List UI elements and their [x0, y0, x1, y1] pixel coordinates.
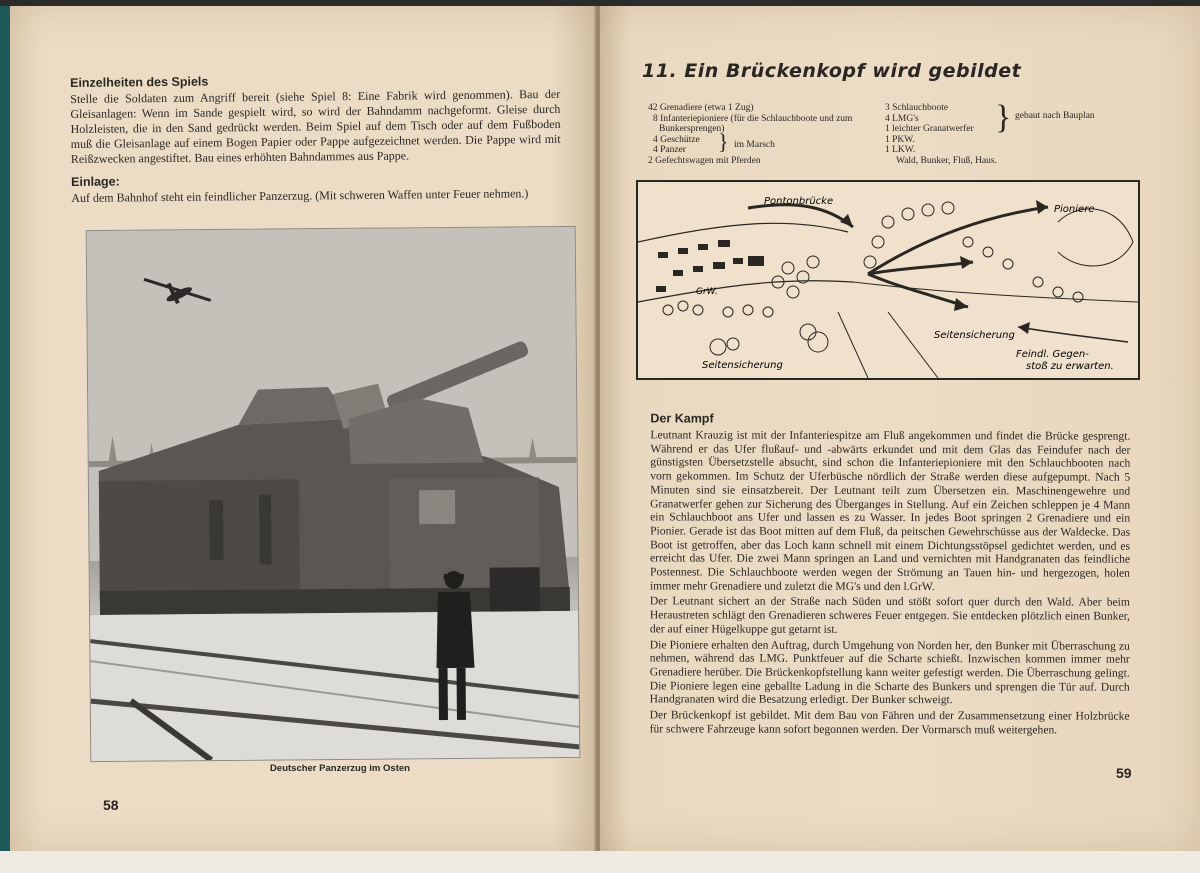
forces-item: 1 PKW.: [885, 134, 915, 145]
section-heading-details: Einzelheiten des Spiels: [70, 74, 209, 90]
sketch-label-seitensicherung-left: Seitensicherung: [702, 360, 783, 371]
forces-item: 1 LKW.: [885, 145, 916, 155]
photo-caption: Deutscher Panzerzug im Osten: [270, 763, 410, 774]
forces-item: 3 Schlauchboote: [885, 103, 949, 113]
forces-item: Bunkersprengen): [659, 124, 725, 134]
kampf-heading: Der Kampf: [650, 411, 714, 426]
forces-item: 1 leichter Granatwerfer: [885, 124, 974, 134]
brace-symbol: }: [718, 129, 729, 154]
brace-symbol: }: [995, 99, 1012, 136]
forces-item: 4 LMG's: [885, 113, 919, 124]
sketch-label-pioniere: Pioniere: [1054, 204, 1095, 215]
forces-item: 4 Geschütze: [653, 134, 700, 145]
kampf-paragraph: Der Leutnant sichert an der Straße nach Süden und stößt sofort quer durch den Wald. Aber beim Heraustreten schlägt den Grenadieren schweres Feuer entgegen. Sie entdecken plötzlich einen Bunker, der auf einer Hügelkuppe gut getarnt ist.: [649, 594, 1130, 636]
sketch-label-ponton: Pontonbrücke: [764, 196, 834, 207]
forces-left-note: im Marsch: [734, 140, 775, 150]
sketch-label-feind-2: stoß zu erwarten.: [1026, 361, 1114, 372]
kampf-paragraph: Die Pioniere erhalten den Auftrag, durch Umgehung von Norden her, den Bunker mit Überraschung zu nehmen, während das LMG. Punktfeuer auf die Scharte schießt. Inzwischen kommen immer mehr Grenadiere herüber. Die Brückenkopfstellung kann weiter gefestigt werden. Die Überraschung gelingt. Die Pioniere legen eine geballte Ladung in die Scharte des Bunkers und sprengen die Tür auf. Durch Handgranaten wird die Besatzung erledigt. Der Bunker schweigt.: [649, 637, 1130, 707]
forces-item: 4 Panzer: [653, 145, 686, 155]
forces-list-left: [648, 103, 888, 166]
sketch-label-feind-1: Feindl. Gegen-: [1016, 349, 1089, 360]
sketch-label-seitensicherung-right: Seitensicherung: [934, 330, 1015, 341]
battle-sketch-map: [636, 180, 1140, 380]
kampf-paragraph: Leutnant Krauzig ist mit der Infanteriespitze am Fluß angekommen und findet die Brücke gesprengt. Während er das Ufer flußauf- und -abwärts erkundet und mit dem Glas das Feindufer nach der günstigsten Übersetzstelle absucht, sind schon die Infanteriepioniere mit den Schlauchbooten nach vorn gekommen. Im Schutz der Uferbüsche nördlich der Straße werden diese aufgepumpt. Nach 5 Minuten sind sie einsatzbereit. Der Leutnant teilt zum Übersetzen ein. Maschinengewehre und Granatwerfer gehen zur Sicherung des Überganges in Stellung. Auf ein Zeichen schleppen je 4 Mann ein Schlauchboot ans Ufer und lassen es zu Wasser. In jedes Boot springen 2 Grenadiere und ein Pionier. Gerade ist das Boot mitten auf dem Fluß, da peitschen Gewehrschüsse aus der Waldecke. Das Boot ist getroffen, aber das Loch kann schnell mit einem Dichtungsstöpsel gedichtet werden, und es erreicht das Ufer. Die zwei Mann springen an Land und vernichten mit Handgranaten das feindliche Postennest. Die Schlauchboote werden wegen der Strömung an Tauen hin- und hergezogen, holen immer mehr Grenadiere und zuletzt die MG's und den l.GrW.: [649, 428, 1131, 593]
section-text-details: Stelle die Soldaten zum Angriff bereit (siehe Spiel 8: Eine Fabrik wird genommen). Bau der Gleisanlagen: Wenn im Sande gespielt wird, so wird der Bahndamm nachgeformt. Gleise durch Holzleisten, die in den Sand gedrückt werden. Beim Spiel auf dem Tisch oder auf dem Fußboden muß die Gleisanlage auf einem Bogen Papier oder Pappe aufgezeichnet werden. Die Pappe wird mit Reißzwecken angestiftet. Bau eines erhöhten Bahndammes aus Pappe.: [70, 86, 561, 166]
kampf-section: [650, 411, 1131, 739]
section-text-einlage: Auf dem Bahnhof steht ein feindlicher Panzerzug. (Mit schweren Waffen unter Feuer nehmen.): [71, 186, 529, 205]
chapter-title: 11. Ein Brückenkopf wird gebildet: [642, 60, 1022, 82]
armored-train-photo: [86, 226, 581, 762]
section-heading-einlage: Einlage:: [71, 174, 120, 189]
left-page-text: [70, 71, 561, 206]
forces-right-note: gebaut nach Bauplan: [1015, 111, 1095, 121]
scan-bottom-edge: [0, 851, 1200, 873]
page-number-left: 58: [103, 797, 119, 813]
forces-item: Wald, Bunker, Fluß, Haus.: [896, 155, 997, 166]
forces-item: 42 Grenadiere (etwa 1 Zug): [648, 103, 754, 113]
page-number-right: 59: [1116, 765, 1132, 781]
kampf-paragraph: Der Brückenkopf ist gebildet. Mit dem Bau von Fähren und der Zusammensetzung einer Holzbrücke für schwere Fahrzeuge kann sofort begonnen werden. Der Vormarsch muß weitergehen.: [649, 708, 1130, 737]
forces-item: 2 Gefechtswagen mit Pferden: [648, 155, 761, 166]
forces-item: 8 Infanteriepioniere (für die Schlauchboote und zum: [653, 113, 853, 124]
sketch-label-grw: GrW.: [696, 287, 718, 297]
